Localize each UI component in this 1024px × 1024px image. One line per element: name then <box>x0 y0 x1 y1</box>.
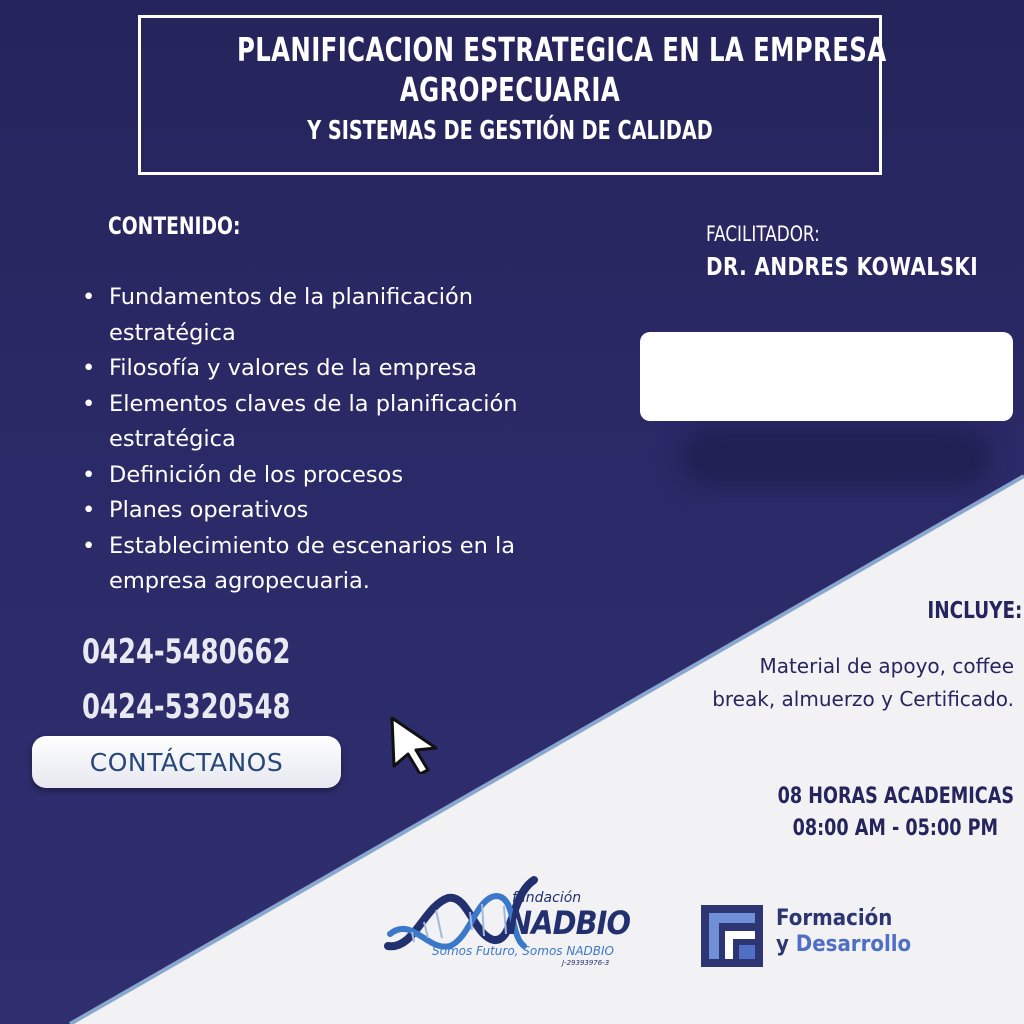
contact-button-label: CONTÁCTANOS <box>89 747 284 777</box>
title-line-1: PLANIFICACION ESTRATEGICA EN LA EMPRESA <box>236 30 887 69</box>
facilitator-label: FACILITADOR: <box>706 222 820 246</box>
list-item: • Fundamentos de la planificación estratégica <box>82 280 552 351</box>
academic-hours: 08 HORAS ACADEMICAS <box>777 784 1014 809</box>
fyd-line-2 <box>776 932 911 957</box>
nadbio-rif: J-29393976-3 <box>562 959 610 967</box>
title-box <box>138 15 887 175</box>
includes-text: Material de apoyo, coffee break, almuerzo y Certificado. <box>712 654 1014 711</box>
list-item: • Filosofía y valores de la empresa <box>82 351 552 387</box>
schedule-time: 08:00 AM - 05:00 PM <box>792 816 998 841</box>
content-heading: CONTENIDO: <box>108 212 241 240</box>
nadbio-name: NADBIO <box>508 904 631 942</box>
formacion-desarrollo-icon <box>701 905 763 967</box>
card-shadow <box>680 428 990 488</box>
list-item: • Elementos claves de la planificación estratégica <box>82 387 552 458</box>
title-line-2: AGROPECUARIA <box>399 70 621 109</box>
list-item: • Planes operativos <box>82 493 552 529</box>
blank-card <box>640 332 1013 421</box>
nadbio-prefix: fundación <box>512 890 582 906</box>
phone-number-1[interactable]: 0424-5480662 <box>82 632 291 672</box>
includes-heading: INCLUYE: <box>927 598 1023 624</box>
cursor-arrow-icon <box>386 714 444 774</box>
list-item: • Definición de los procesos <box>82 458 552 494</box>
list-item: • Establecimiento de escenarios en la empresa agropecuaria. <box>82 529 552 600</box>
content-list <box>82 280 552 600</box>
phone-number-2[interactable]: 0424-5320548 <box>82 687 291 727</box>
fyd-line-1: Formación <box>776 906 893 931</box>
fyd-desarrollo: Desarrollo <box>795 932 912 957</box>
nadbio-slogan: Somos Futuro, Somos NADBIO <box>432 944 614 958</box>
title-line-3: Y SISTEMAS DE GESTIÓN DE CALIDAD <box>307 116 713 146</box>
facilitator-name: DR. ANDRES KOWALSKI <box>706 252 979 281</box>
contact-button[interactable] <box>32 736 341 788</box>
fyd-y: y <box>776 932 796 957</box>
